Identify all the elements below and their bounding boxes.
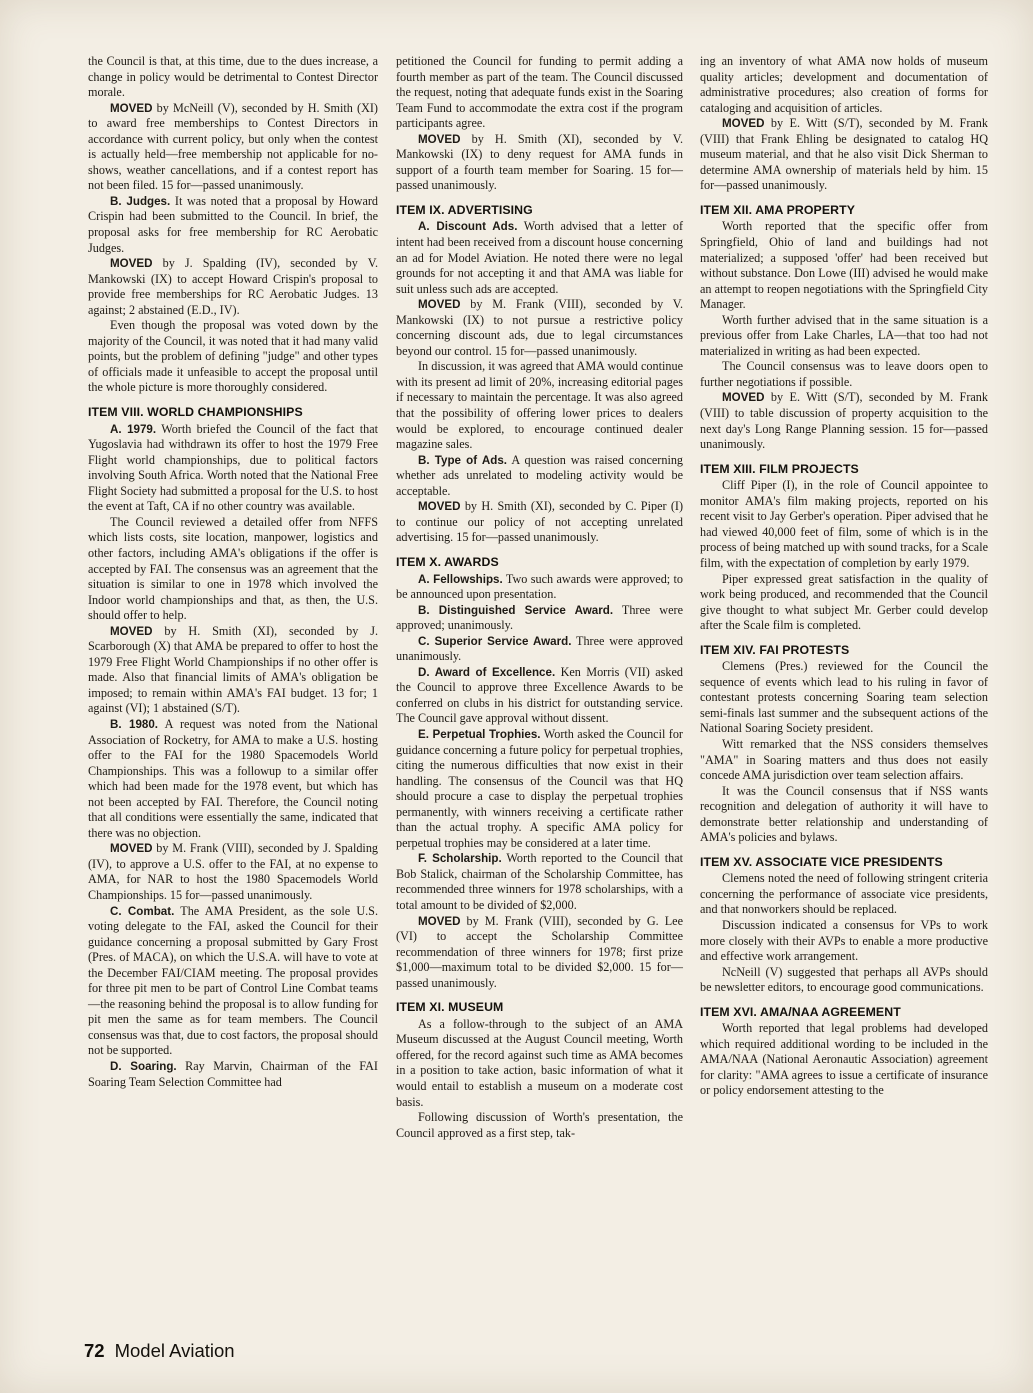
paragraph-lead: A. Fellowships. <box>418 572 503 586</box>
paragraph-lead: C. Superior Service Award. <box>418 634 572 648</box>
paragraph-lead: A. 1979. <box>110 422 157 436</box>
paragraph-text: by M. Frank (VIII), seconded by J. Spalding (IV), to approve a U.S. offer to the FAI, at no expense to AMA, for NAR to host the 1980 Spacemodels World Championships. 15 for—passed unanimously. <box>88 841 379 902</box>
paragraph-lead: MOVED <box>418 914 461 928</box>
paragraph-text: by McNeill (V), seconded by H. Smith (XI) to award free memberships to Contest Directors in accordance with current policy, but only when the contest is actually held—free membership not applicable for no-shows, weather cancellations, and if a contest report has not been filed. 15 for—passed unanimously. <box>88 100 378 193</box>
section-heading: ITEM XIV. FAI PROTESTS <box>700 642 850 657</box>
paragraph-lead: B. Judges. <box>110 194 171 208</box>
paragraph <box>396 851 683 913</box>
section-heading: ITEM X. AWARDS <box>396 554 499 569</box>
paragraph-text: Witt remarked that the NSS considers themselves "AMA" in Soaring matters and thus does not easily concede AMA jurisdiction over team selection affairs. <box>700 736 988 783</box>
paragraph-text: Worth advised that a letter of intent had been received from a discount house concerning an ad for Model Aviation. He noted there were no legal grounds for not accepting it and that AMA was liable for suit unless such ads are accepted. <box>396 219 684 296</box>
paragraph-lead: MOVED <box>110 624 153 638</box>
paragraph-text: It was the Council consensus that if NSS wants recognition and delegation of authority it will have to demonstrate better relationship and understanding of AMA's policies and bylaws. <box>700 783 988 845</box>
paragraph <box>88 841 378 903</box>
paragraph-text: Cliff Piper (I), in the role of Council appointee to monitor AMA's film making projects, reported on his recent visit to Jay Gerber's operation. Piper advised that he had viewed 40,000 feet of film, some of which is in the process of being matched up with sound tracks, for a Scale film, with the expectation of completion by early 1979. <box>700 478 988 570</box>
paragraph-text: Worth reported that the specific offer from Springfield, Ohio of land and buildings had not materialized; a supposed 'offer' had been received but without substance. Don Lowe (III) advised he would make an attempt to reopen negotiations with the Springfield City Manager. <box>700 219 988 312</box>
paragraph-lead: A. Discount Ads. <box>418 220 518 234</box>
paragraph-lead: MOVED <box>722 117 765 131</box>
paragraph-text: the Council is that, at this time, due to the dues increase, a change in policy would be detrimental to Contest Director morale. <box>88 54 378 100</box>
paragraph-text: Two such awards were approved; to be announced upon presentation. <box>396 571 684 602</box>
paragraph <box>88 256 378 318</box>
paragraph-text: Three were approved unanimously. <box>396 633 684 664</box>
paragraph <box>396 499 683 546</box>
paragraph-lead: MOVED <box>418 500 461 514</box>
paragraph-text: A request was noted from the National Association of Rocketry, for AMA to make a U.S. hosting offer to the FAI for the 1980 Spacemodels World Championships. This was a followup to a similar offer which had been made for the 1978 event, but which has not been accepted by FAI. Therefore, the Council noting that all conditions were essentially the same, indicated that there was no objection. <box>88 716 378 840</box>
page-footer <box>84 1340 235 1362</box>
paragraph <box>396 54 683 132</box>
paragraph-text: by J. Spalding (IV), seconded by V. Mankowski (IX) to accept Howard Crispin's proposal to provide free memberships for RC Aerobatic Judges. 13 against; 2 abstained (E.D., IV). <box>88 256 378 317</box>
paragraph-text: Worth asked the Council for guidance concerning a future policy for perpetual trophies, citing the numerous difficulties that now exist in their handling. The consensus of the Council was that HQ should procure a case to display the perpetual trophies permanently, with winners receiving a certificate rather than the actual trophy. A specific AMA policy for perpetual trophies may be considered at a later time. <box>396 726 683 850</box>
paragraph-text: Even though the proposal was voted down by the majority of the Council, it was noted that it had many valid points, but the problem of defining "judge" and other types of officials made it unfeasible to accept the proposal until the whole picture is more thoroughly considered. <box>88 318 378 395</box>
paragraph-lead: B. Type of Ads. <box>418 453 507 467</box>
paragraph-text: Ken Morris (VII) asked the Council to approve three Excellence Awards to be conferred on clubs in his district for outstanding service. The Council gave approval without dissent. <box>396 664 683 726</box>
paragraph-text: It was noted that a proposal by Howard Crispin had been submitted to the Council. In brief, the proposal asks for free membership for RC Aerobatic Judges. <box>88 193 379 255</box>
paragraph-lead: MOVED <box>418 298 461 312</box>
paragraph <box>700 219 988 312</box>
paragraph-lead: MOVED <box>110 101 153 115</box>
paragraph-text: by M. Frank (VIII), seconded by V. Mankowski (IX) to not pursue a restrictive policy concerning discount ads, due to legal circumstances beyond our control. 15 for—passed unanimously. <box>396 297 683 358</box>
paragraph-lead: B. 1980. <box>110 717 159 731</box>
paragraph-text: Clemens (Pres.) reviewed for the Council the sequence of events which lead to his ruling in favor of contestant protests concerning Soaring team selection semi-finals last summer and the subsequent actions of the National Soaring Society president. <box>700 659 988 736</box>
section-heading: ITEM XII. AMA PROPERTY <box>700 202 856 217</box>
paragraph <box>88 717 378 841</box>
paragraph-text: Piper expressed great satisfaction in the quality of work being produced, and recommended that the Council give thought to what subject Mr. Gerber could develop after the Scale film is completed. <box>700 571 988 633</box>
paragraph-text: Worth reported that legal problems had developed which required additional wording to be included in the AMA/NAA (National Aeronautic Association) agreement for clarity: "AMA agrees to issue a certificate of insurance or policy endorsement attesting to the <box>700 1021 988 1098</box>
paragraph <box>88 194 378 256</box>
paragraph <box>700 871 988 918</box>
paragraph-text: by H. Smith (XI), seconded by J. Scarborough (X) that AMA be prepared to offer to host the 1979 Free Flight World Championships if no other offer is made. Also that financial limits of AMA's obligation be imposed; to remain within AMA's FAI budget. 13 for; 1 against (VI); 1 abstained (S/T). <box>88 623 378 716</box>
column-2 <box>396 54 683 1141</box>
paragraph <box>88 54 378 101</box>
paragraph-text: Worth further advised that in the same situation is a previous offer from Lake Charles, LA—that too had not materialized in writing as had been expected. <box>700 312 988 358</box>
paragraph-text: Worth briefed the Council of the fact that Yugoslavia had withdrawn its offer to host the 1979 Free Flight world championships, due to political factors involving South Africa. Worth noted that the National Free Flight Society had submitted a proposal for the U.S. to host the event at Taft, CA if no other country was available. <box>88 421 379 514</box>
paragraph <box>88 624 378 717</box>
paragraph <box>700 1021 988 1099</box>
paragraph <box>700 572 988 634</box>
paragraph-lead: MOVED <box>722 391 765 405</box>
paragraph-text: NcNeill (V) suggested that perhaps all AVPs should be newsletter editors, to encourage good communications. <box>700 964 988 995</box>
paragraph-text: Worth reported to the Council that Bob Stalick, chairman of the Scholarship Committee, has recommended three winners for 1978 scholarships, with a total amount to be divided of $2,000. <box>396 851 684 912</box>
paragraph-text: ing an inventory of what AMA now holds of museum quality articles; development and documentation of administrative procedures; also creation of forms for cataloging and acquisition of articles. <box>700 54 988 115</box>
paragraph <box>396 453 683 500</box>
paragraph <box>700 478 988 571</box>
paragraph <box>396 1110 683 1141</box>
section-heading: ITEM XIII. FILM PROJECTS <box>700 461 859 476</box>
paragraph-lead: MOVED <box>110 842 153 856</box>
paragraph-text: petitioned the Council for funding to permit adding a fourth member as part of the team. The Council discussed the request, noting that adequate funds exist in the Soaring Team Fund to accommodate the extra cost if the program participants agree. <box>396 54 683 131</box>
paragraph-lead: C. Combat. <box>110 904 175 918</box>
paragraph-lead: E. Perpetual Trophies. <box>418 727 541 741</box>
paragraph <box>396 132 683 194</box>
paragraph <box>700 918 988 965</box>
paragraph-text: by E. Witt (S/T), seconded by M. Frank (VIII) to table discussion of property acquisition to the next day's Long Range Planning session. 15 for—passed unanimously. <box>700 390 988 452</box>
paragraph-text: Ray Marvin, Chairman of the FAI Soaring Team Selection Committee had <box>88 1059 378 1089</box>
paragraph <box>396 297 683 359</box>
paragraph-lead: D. Award of Excellence. <box>418 665 556 679</box>
paragraph <box>396 914 683 992</box>
paragraph <box>700 390 988 452</box>
paragraph-lead: F. Scholarship. <box>418 852 502 866</box>
paragraph <box>700 116 988 194</box>
paragraph <box>396 634 683 665</box>
section-heading: ITEM XI. MUSEUM <box>396 1000 504 1015</box>
paragraph-lead: D. Soaring. <box>110 1060 177 1073</box>
paragraph-text: In discussion, it was agreed that AMA would continue with its present ad limit of 20%, increasing editorial pages if necessary to maintain the percentage. It was also agreed that the possibility of offering lower prices to dealers would be explored, to encourage continued dealer magazine sales. <box>396 359 683 452</box>
paragraph-text: by H. Smith (XI), seconded by C. Piper (I) to continue our policy of not accepting unrelated advertising. 15 for—passed unanimously. <box>396 499 684 545</box>
paragraph-text: by M. Frank (VIII), seconded by G. Lee (VI) to accept the Scholarship Committee recommendation of three winners for 1978; first prize $1,000—maximum total to be divided $2,000. 15 for—passed unanimously. <box>396 913 684 990</box>
paragraph <box>700 965 988 996</box>
paragraph <box>700 659 988 737</box>
paragraph <box>396 603 683 634</box>
paragraph-text: Three were approved; unanimously. <box>396 602 683 633</box>
paragraph <box>396 1017 683 1110</box>
paragraph-text: Discussion indicated a consensus for VPs to work more closely with their AVPs to enable a more productive and effective work arrangement. <box>700 917 988 964</box>
paragraph <box>88 1059 378 1090</box>
section-heading: ITEM IX. ADVERTISING <box>396 202 533 217</box>
paragraph <box>700 784 988 846</box>
paragraph-text: The Council reviewed a detailed offer from NFFS which lists costs, site location, manpower, logistics and other factors, including AMA's obligations if the offer is accepted by FAI. The consensus was an agreement that the situation is similar to one in 1978 which involved the Indoor world championships and that, as then, the U.S. should offer to help. <box>88 514 378 623</box>
paragraph <box>88 101 378 194</box>
paragraph <box>88 904 378 1059</box>
paragraph <box>396 727 683 851</box>
paragraph <box>88 318 378 396</box>
paragraph-text: Clemens noted the need of following stringent criteria concerning the performance of associate vice presidents, and that nonworkers should be replaced. <box>700 871 988 917</box>
paragraph-text: A question was raised concerning whether ads unrelated to modeling activity would be acceptable. <box>396 452 684 498</box>
paragraph <box>396 359 683 452</box>
paragraph <box>700 737 988 784</box>
section-heading: ITEM XVI. AMA/NAA AGREEMENT <box>700 1004 901 1019</box>
paragraph <box>700 313 988 360</box>
paragraph <box>396 665 683 727</box>
paragraph-text: As a follow-through to the subject of an AMA Museum discussed at the August Council meeting, Worth offered, for the record against such time as AMA becomes in a position to take action, basic information of what it would entail to establish a museum on a moderate cost basis. <box>396 1016 683 1109</box>
paragraph-lead: B. Distinguished Service Award. <box>418 603 614 617</box>
paragraph <box>396 572 683 603</box>
paragraph <box>700 359 988 390</box>
paragraph-text: The Council consensus was to leave doors open to further negotiations if possible. <box>700 359 988 389</box>
column-1 <box>88 54 378 1090</box>
paragraph-text: Following discussion of Worth's presentation, the Council approved as a first step, tak- <box>396 1110 683 1140</box>
section-heading: ITEM XV. ASSOCIATE VICE PRESIDENTS <box>700 854 943 869</box>
page-number: 72 <box>84 1340 105 1361</box>
paragraph-lead: MOVED <box>418 132 461 146</box>
paragraph <box>88 422 378 515</box>
paragraph-lead: MOVED <box>110 257 153 271</box>
magazine-title: Model Aviation <box>114 1340 235 1361</box>
paragraph <box>700 54 988 116</box>
paragraph-text: The AMA President, as the sole U.S. voting delegate to the FAI, asked the Council for their guidance concerning a proposal submitted by Gary Frost (Pres. of MACA), on which the U.S.A. will have to vote at the December FAI/CIAM meeting. The proposal provides for three pit men to be part of Control Line Combat teams—the reasoning behind the proposal is to allow funding for pit men the same as for team members. The Council consensus was that, due to cost factors, the proposal should not be supported. <box>88 903 379 1058</box>
paragraph-text: by H. Smith (XI), seconded by V. Mankowski (IX) to deny request for AMA funds in support of a fourth team member for Soaring. 15 for—passed unanimously. <box>396 131 684 193</box>
paragraph <box>396 219 683 297</box>
column-3 <box>700 54 988 1099</box>
section-heading: ITEM VIII. WORLD CHAMPIONSHIPS <box>88 405 303 420</box>
paragraph <box>88 515 378 624</box>
paragraph-text: by E. Witt (S/T), seconded by M. Frank (VIII) that Frank Ehling be designated to catalog HQ museum material, and that he also visit Dick Sherman to determine AMA ownership of materials held by him. 15 for—passed unanimously. <box>700 116 988 193</box>
